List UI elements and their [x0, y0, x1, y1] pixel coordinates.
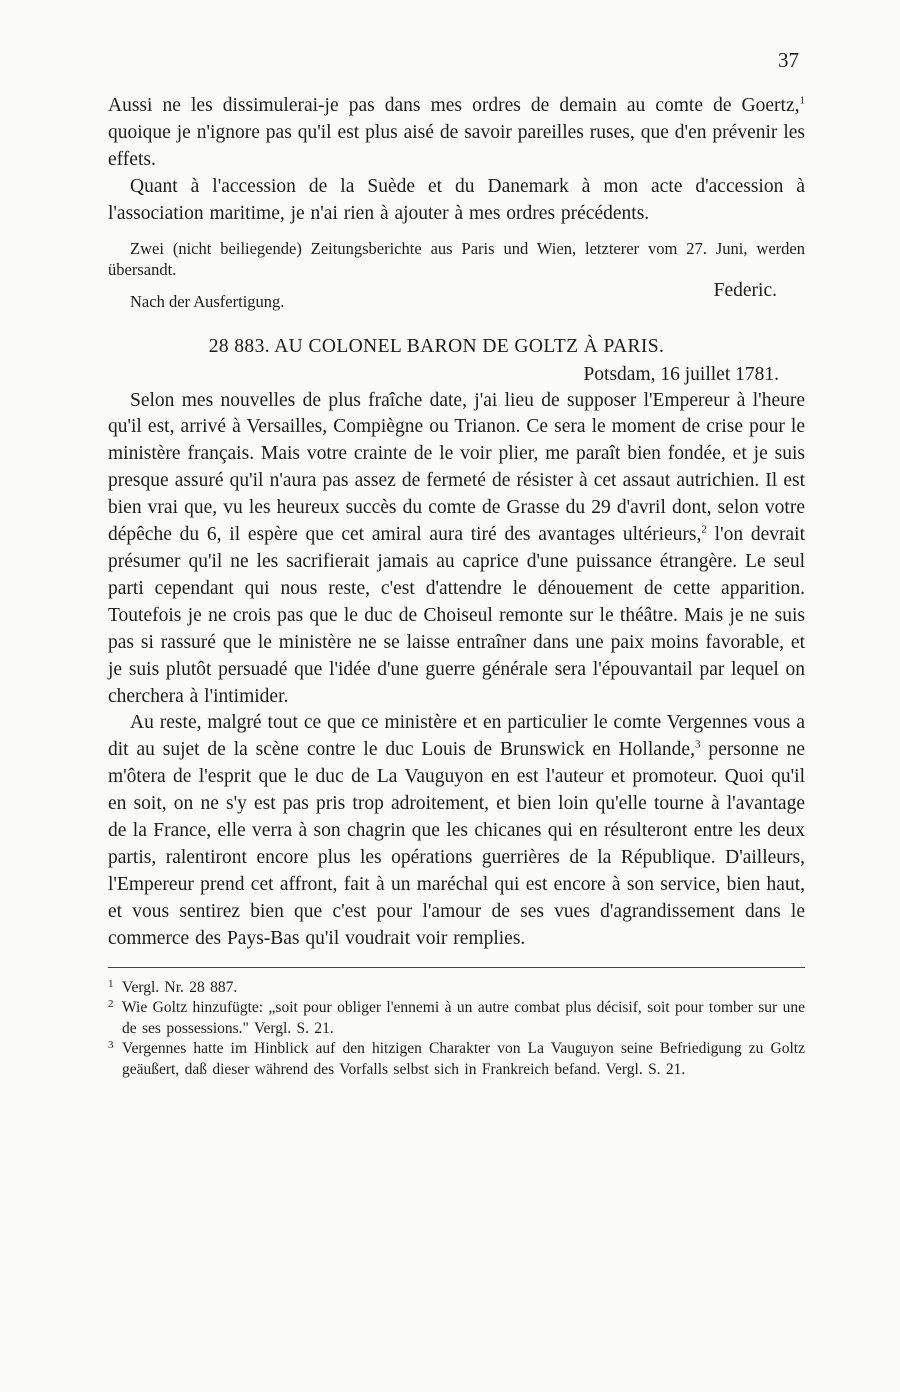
footnote-2	[108, 998, 805, 1039]
footnote-ref-3: 3	[694, 738, 701, 751]
footnote-3	[108, 1039, 805, 1080]
letter-text-2a: Au reste, malgré tout ce que ce ministère et en particulier le comte Vergennes vous a dit au sujet de la scène contre le duc Louis de Brunswick en Hollande,	[108, 712, 805, 761]
footnotes	[108, 978, 805, 1081]
footnote-mark-2: 2	[108, 998, 114, 1011]
intro-text-1b: quoique je n'ignore pas qu'il est plus aisé de savoir pareilles ruses, que d'en prévenir les effets.	[108, 121, 805, 170]
letter-text-1a: Selon mes nouvelles de plus fraîche date, j'ai lieu de supposer l'Empereur à l'heure qu'il est, arrivé à Versailles, Compiègne ou Trianon. Ce sera le moment de crise pour le ministère français. Mais votre crainte de le voir plier, me paraît bien fondée, et je suis presque assuré qu'il n'aura pas assez de fermeté de résister à cet assaut autrichien. Il est bien vrai que, vu les heureux succès du comte de Grasse du 29 d'avril dont, selon votre dépêche du 6, il espère que cet amiral aura tiré des avantages ultérieurs,	[108, 389, 805, 546]
footnote-text-3: Vergennes hatte im Hinblick auf den hitzigen Charakter von La Vauguyon seine Befriedigung zu Goltz geäußert, daß dieser während des Vorfalls selbst sich in Frankreich befand. Vergl. S. 21.	[122, 1040, 805, 1078]
letter-paragraph-2	[108, 710, 805, 952]
signature-row	[108, 280, 805, 322]
footnote-ref-1: 1	[799, 94, 805, 107]
intro-paragraph-2: Quant à l'accession de la Suède et du Danemark à mon acte d'accession à l'association maritime, je n'ai rien à ajouter à mes ordres précédents.	[108, 175, 805, 224]
source-note: Nach der Ausfertigung.	[130, 291, 285, 311]
footnote-mark-3: 3	[108, 1039, 114, 1052]
footnote-ref-2: 2	[701, 523, 707, 536]
signature: Federic.	[713, 279, 777, 301]
page-body	[108, 93, 805, 1080]
intro-text-1a: Aussi ne les dissimulerai-je pas dans mes ordres de demain au comte de Goertz,	[108, 95, 800, 116]
letter-paragraph-1	[108, 388, 805, 711]
letter-heading: 28 883. AU COLONEL BARON DE GOLTZ À PARIS.	[208, 335, 665, 357]
footnote-1	[108, 978, 805, 999]
letter-text-1b: l'on devrait présumer qu'il ne les sacrifierait jamais au caprice d'une puissance étrangère. Le seul parti cependant qui nous reste, c'est d'attendre le dénouement de cette apparition. Toutefois je ne crois pas que le duc de Choiseul remonte sur le théâtre. Mais je ne suis pas si rassuré que le ministère ne se laisse entraîner dans une paix moins favorable, et je suis plutôt persuadé que l'idée d'une guerre générale sera l'épouvantail par lequel on cherchera à l'intimider.	[108, 524, 805, 707]
page-number: 37	[778, 48, 799, 72]
editor-note: Zwei (nicht beiliegende) Zeitungsberichte aus Paris und Wien, letzterer vom 27. Juni, werden übersandt.	[108, 238, 805, 279]
footnote-mark-1: 1	[108, 977, 114, 990]
letter-text-2b: personne ne m'ôtera de l'esprit que le duc de La Vauguyon en est l'auteur et promoteur. Quoi qu'il en soit, on ne s'y est pas pris trop adroitement, et bien loin qu'elle tourne à l'avantage de la France, elle verra à son chagrin que les chicanes qui en résulteront entre les deux partis, ralentiront encore plus les opérations guerrières de la République. D'ailleurs, l'Empereur prend cet affront, fait à un maréchal qui est encore à son service, bien haut, et vous sentirez bien que c'est pour l'amour de ses vues d'agrandissement dans le commerce des Pays-Bas qu'il voudrait voir remplies.	[108, 739, 805, 949]
footnote-text-2: Wie Goltz hinzufügte: „soit pour obliger l'ennemi à un autre combat plus décisif, soit pour tomber sur une de ses possessions." Vergl. S. 21.	[122, 999, 805, 1037]
footnote-text-1: Vergl. Nr. 28 887.	[122, 978, 238, 996]
footnote-divider	[108, 967, 805, 968]
dateline: Potsdam, 16 juillet 1781.	[583, 363, 779, 385]
intro-paragraph-1	[108, 93, 805, 174]
